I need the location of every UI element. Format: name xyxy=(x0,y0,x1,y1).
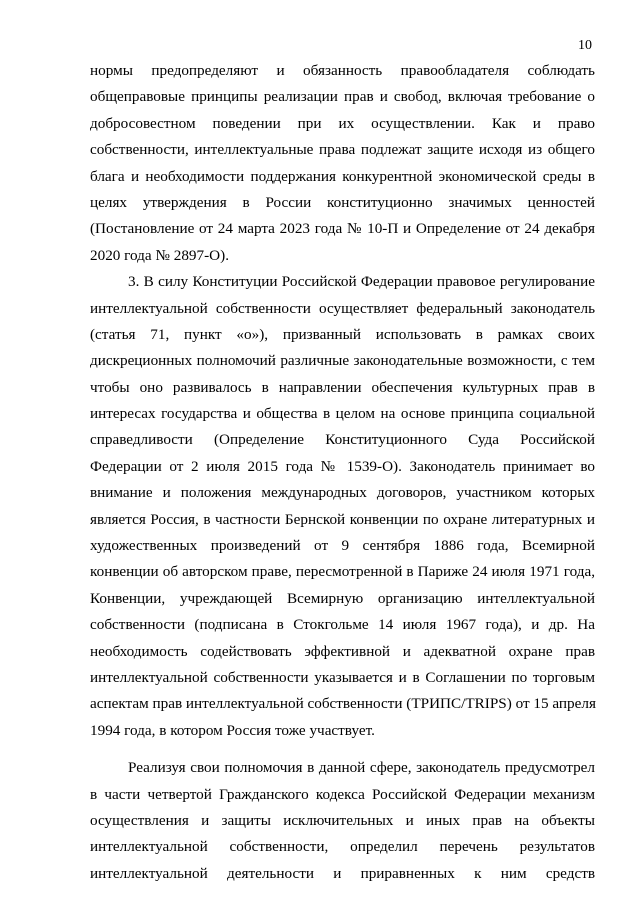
text-line: внимание и положения международных договоров, участником которых xyxy=(90,484,595,502)
paragraph-gap xyxy=(90,744,595,755)
paragraph xyxy=(90,755,595,887)
text-line: необходимость содействовать эффективной и адекватной охране прав xyxy=(90,642,595,660)
text-line: дискреционных полномочий различные законодательные возможности, с тем xyxy=(90,352,595,370)
text-line: блага и необходимости поддержания конкурентной экономической среды в xyxy=(90,167,595,185)
text-line: интеллектуальной собственности осуществляет федеральный законодатель xyxy=(90,299,595,317)
text-line: (Постановление от 24 марта 2023 года № 10-П и Определение от 24 декабря xyxy=(90,220,595,238)
paragraph xyxy=(90,58,595,269)
text-line: 1994 года, в котором Россия тоже участвует. xyxy=(90,721,375,739)
text-line: интеллектуальной деятельности и приравненных к ним средств xyxy=(90,864,595,882)
text-line: аспектам прав интеллектуальной собственности (ТРИПС/TRIPS) от 15 апреля xyxy=(90,695,596,713)
page-number: 10 xyxy=(578,38,592,53)
text-line: Конвенции, учреждающей Всемирную организацию интеллектуальной xyxy=(90,589,595,607)
paragraph xyxy=(90,269,595,744)
text-line: художественных произведений от 9 сентября 1886 года, Всемирной xyxy=(90,537,595,555)
text-line: справедливости (Определение Конституционного Суда Российской xyxy=(90,431,595,449)
text-line: в части четвертой Гражданского кодекса Российской Федерации механизм xyxy=(90,785,595,803)
text-line: 3. В силу Конституции Российской Федерации правовое регулирование xyxy=(128,273,595,291)
text-line: 2020 года № 2897-О). xyxy=(90,246,229,264)
text-line: общеправовые принципы реализации прав и свобод, включая требование о xyxy=(90,88,595,106)
text-line: Реализуя свои полномочия в данной сфере, законодатель предусмотрел xyxy=(128,759,595,777)
text-line: собственности (подписана в Стокгольме 14 июля 1967 года), и др. На xyxy=(90,616,595,634)
text-line: добросовестном поведении при их осуществлении. Как и право xyxy=(90,114,595,132)
text-line: чтобы оно развивалось в направлении обеспечения культурных прав в xyxy=(90,378,595,396)
text-line: Федерации от 2 июля 2015 года № 1539-О). Законодатель принимает во xyxy=(90,457,595,475)
text-line: осуществления и защиты исключительных и иных прав на объекты xyxy=(90,811,595,829)
text-line: (статья 71, пункт «о»), призванный использовать в рамках своих xyxy=(90,325,595,343)
document-body xyxy=(90,58,595,887)
text-line: интересах государства и общества в целом на основе принципа социальной xyxy=(90,405,595,423)
text-line: целях утверждения в России конституционно значимых ценностей xyxy=(90,193,595,211)
text-line: интеллектуальной собственности указывается и в Соглашении по торговым xyxy=(90,668,595,686)
text-line: интеллектуальной собственности, определил перечень результатов xyxy=(90,838,595,856)
text-line: собственности, интеллектуальные права подлежат защите исходя из общего xyxy=(90,141,595,159)
text-line: конвенции об авторском праве, пересмотренной в Париже 24 июля 1971 года, xyxy=(90,563,595,581)
text-line: нормы предопределяют и обязанность правообладателя соблюдать xyxy=(90,62,595,79)
text-line: является Россия, в частности Бернской конвенции по охране литературных и xyxy=(90,510,595,528)
